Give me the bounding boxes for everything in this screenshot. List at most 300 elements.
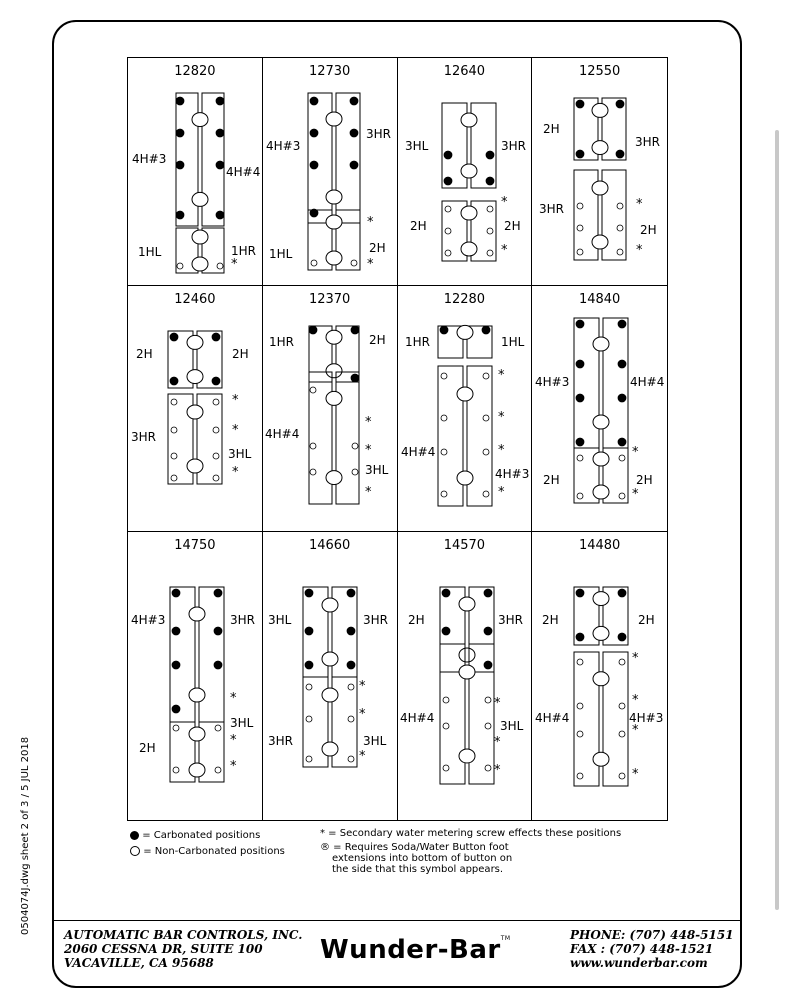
legend-r-3: the side that this symbol appears. <box>332 864 504 875</box>
hinge-knuckle <box>192 192 208 206</box>
noncarbonated-position-dot <box>441 373 447 379</box>
hinge-drawing <box>532 532 666 822</box>
position-label: 1HL <box>268 247 293 261</box>
hinge-knuckle <box>192 113 208 127</box>
noncarbonated-position-dot <box>483 449 489 455</box>
legend-star: * = Secondary water metering screw effects these positions <box>320 828 622 839</box>
position-label: 3HR <box>362 613 388 627</box>
carbonated-position-dot <box>310 161 318 169</box>
hinge-knuckle <box>326 112 342 126</box>
carbonated-position-dot <box>172 627 180 635</box>
legend-noncarbonated: = Non-Carbonated positions <box>130 844 285 860</box>
secondary-screw-mark: * <box>632 651 639 666</box>
hinge-plate <box>308 93 332 223</box>
position-label: 3HR <box>497 613 523 627</box>
carbonated-position-dot <box>176 97 184 105</box>
position-label: 4H#3 <box>265 139 301 153</box>
position-label: 3HR <box>131 430 156 444</box>
carbonated-position-dot <box>618 394 626 402</box>
secondary-screw-mark: * <box>497 485 504 500</box>
company-web: www.wunderbar.com <box>570 956 708 970</box>
secondary-screw-mark: * <box>230 691 237 706</box>
noncarbonated-position-dot <box>306 716 312 722</box>
position-label: 3HR <box>500 139 526 153</box>
hinge-cell-12370 <box>263 286 398 532</box>
noncarbonated-position-dot <box>487 228 493 234</box>
position-label: 4H#4 <box>264 427 300 441</box>
carbonated-position-dot <box>486 151 494 159</box>
carbonated-position-dot <box>310 97 318 105</box>
carbonated-position-dot <box>214 627 222 635</box>
position-label: 3HR <box>635 135 661 149</box>
carbonated-position-dot <box>176 211 184 219</box>
secondary-screw-mark: * <box>358 679 366 694</box>
noncarbonated-position-dot <box>351 260 357 266</box>
hinge-knuckle <box>593 752 609 766</box>
part-number: 12550 <box>578 64 621 79</box>
noncarbonated-position-dot <box>443 723 449 729</box>
secondary-screw-mark: * <box>636 197 643 212</box>
noncarbonated-position-dot <box>445 250 451 256</box>
secondary-screw-mark: * <box>497 443 504 458</box>
secondary-screw-mark: * <box>632 723 639 738</box>
secondary-screw-mark: * <box>632 487 639 502</box>
carbonated-position-dot <box>576 438 584 446</box>
hinge-knuckle <box>187 370 203 384</box>
position-label: 4H#3 <box>131 613 166 627</box>
carbonated-position-dot <box>482 326 490 334</box>
noncarbonated-position-dot <box>577 455 583 461</box>
carbonated-position-dot <box>212 377 220 385</box>
position-label: 3HR <box>267 734 293 748</box>
noncarbonated-position-dot <box>173 725 179 731</box>
carbonated-position-dot <box>576 150 584 158</box>
carbonated-position-dot <box>486 177 494 185</box>
carbonated-position-dot <box>484 589 492 597</box>
part-number: 12280 <box>443 292 486 307</box>
carbonated-position-dot <box>618 589 626 597</box>
noncarbonated-position-dot <box>306 756 312 762</box>
noncarbonated-position-dot <box>441 491 447 497</box>
legend-r-2: extensions into bottom of button on <box>332 853 513 864</box>
secondary-screw-mark: * <box>232 393 239 408</box>
position-label: 4H#4 <box>226 165 261 179</box>
carbonated-position-dot <box>305 661 313 669</box>
hinge-knuckle <box>192 230 208 244</box>
noncarbonated-position-dot <box>619 659 625 665</box>
part-number: 12640 <box>443 64 486 79</box>
position-label: 3HR <box>230 613 255 627</box>
noncarbonated-position-dot <box>348 756 354 762</box>
hinge-plate <box>574 652 599 786</box>
legend-r-1: ® = Requires Soda/Water Button foot <box>320 842 509 853</box>
open-dot-icon <box>130 846 140 856</box>
noncarbonated-position-dot <box>348 684 354 690</box>
legend-carbonated: = Carbonated positions <box>130 828 285 844</box>
noncarbonated-position-dot <box>483 415 489 421</box>
carbonated-position-dot <box>576 360 584 368</box>
hinge-knuckle <box>457 471 473 485</box>
company-name: AUTOMATIC BAR CONTROLS, INC. <box>64 928 303 942</box>
secondary-screw-mark: * <box>500 195 507 210</box>
carbonated-position-dot <box>576 320 584 328</box>
hinge-knuckle <box>592 181 608 195</box>
noncarbonated-position-dot <box>485 765 491 771</box>
company-address <box>64 928 302 970</box>
hinge-plate <box>202 93 224 226</box>
carbonated-position-dot <box>351 326 359 334</box>
secondary-screw-mark: * <box>231 257 238 272</box>
hinge-knuckle <box>326 251 342 265</box>
position-label: 1HL <box>138 245 162 259</box>
hinge-knuckle <box>592 235 608 249</box>
position-label: 1HR <box>404 335 430 349</box>
hinge-cell-12460 <box>128 286 263 532</box>
hinge-cell-12820 <box>128 58 263 286</box>
position-label: 2H <box>638 613 655 627</box>
legend-left <box>130 828 285 860</box>
hinge-knuckle <box>189 607 205 621</box>
scrollbar[interactable] <box>775 130 779 910</box>
noncarbonated-position-dot <box>171 453 177 459</box>
hinge-knuckle <box>593 337 609 351</box>
noncarbonated-position-dot <box>306 684 312 690</box>
hinge-knuckle <box>326 364 342 378</box>
hinge-cell-14570 <box>398 532 533 820</box>
position-label: 2H <box>543 122 560 136</box>
carbonated-position-dot <box>576 589 584 597</box>
filled-dot-icon <box>130 831 139 840</box>
hinge-drawing <box>263 532 397 822</box>
hinge-cell-12640 <box>398 58 533 286</box>
noncarbonated-position-dot <box>617 249 623 255</box>
position-label: 2H <box>503 219 521 233</box>
noncarbonated-position-dot <box>310 387 316 393</box>
position-label: 2H <box>368 241 386 255</box>
part-number: 14660 <box>308 538 351 553</box>
noncarbonated-position-dot <box>617 225 623 231</box>
carbonated-position-dot <box>170 377 178 385</box>
noncarbonated-position-dot <box>443 697 449 703</box>
part-number: 14840 <box>578 292 621 307</box>
hinge-knuckle <box>593 592 609 606</box>
hinge-drawing <box>398 532 532 822</box>
hinge-plate <box>438 366 463 506</box>
position-label: 2H <box>640 223 657 237</box>
carbonated-position-dot <box>176 129 184 137</box>
position-label: 1HR <box>268 335 294 349</box>
position-label: 4H#4 <box>535 711 570 725</box>
hinge-knuckle <box>189 763 205 777</box>
hinge-plate <box>603 318 628 448</box>
noncarbonated-position-dot <box>311 260 317 266</box>
part-number: 12370 <box>308 292 351 307</box>
noncarbonated-position-dot <box>217 263 223 269</box>
noncarbonated-position-dot <box>577 225 583 231</box>
secondary-screw-mark: * <box>232 465 239 480</box>
carbonated-position-dot <box>444 177 452 185</box>
carbonated-position-dot <box>176 161 184 169</box>
secondary-screw-mark: * <box>500 243 507 258</box>
noncarbonated-position-dot <box>619 493 625 499</box>
secondary-screw-mark: * <box>364 443 372 458</box>
hinge-knuckle <box>459 648 475 662</box>
hinge-plate <box>440 644 465 784</box>
noncarbonated-position-dot <box>310 469 316 475</box>
position-label: 2H <box>232 347 249 361</box>
part-number: 12730 <box>308 64 351 79</box>
secondary-screw-mark: * <box>632 445 639 460</box>
carbonated-position-dot <box>216 97 224 105</box>
hinge-knuckle <box>189 688 205 702</box>
noncarbonated-position-dot <box>352 469 358 475</box>
noncarbonated-position-dot <box>215 767 221 773</box>
hinge-knuckle <box>187 459 203 473</box>
noncarbonated-position-dot <box>487 206 493 212</box>
noncarbonated-position-dot <box>619 731 625 737</box>
noncarbonated-position-dot <box>577 249 583 255</box>
noncarbonated-position-dot <box>177 263 183 269</box>
secondary-screw-mark: * <box>358 749 366 764</box>
carbonated-position-dot <box>618 633 626 641</box>
noncarbonated-position-dot <box>487 250 493 256</box>
carbonated-position-dot <box>347 661 355 669</box>
carbonated-position-dot <box>214 589 222 597</box>
hinge-plate <box>336 372 359 504</box>
secondary-screw-mark: * <box>364 415 372 430</box>
carbonated-position-dot <box>444 151 452 159</box>
hinge-knuckle <box>326 330 342 344</box>
company-street: 2060 CESSNA DR, SUITE 100 <box>64 942 263 956</box>
noncarbonated-position-dot <box>445 206 451 212</box>
hinge-knuckle <box>459 597 475 611</box>
secondary-screw-mark: * <box>364 485 372 500</box>
noncarbonated-position-dot <box>577 203 583 209</box>
carbonated-position-dot <box>484 661 492 669</box>
noncarbonated-position-dot <box>213 427 219 433</box>
hinge-knuckle <box>461 113 477 127</box>
position-label: 4H#4 <box>399 711 434 725</box>
noncarbonated-position-dot <box>213 453 219 459</box>
hinge-knuckle <box>593 452 609 466</box>
hinge-knuckle <box>461 242 477 256</box>
carbonated-position-dot <box>216 161 224 169</box>
position-label: 4H#3 <box>629 711 664 725</box>
hinge-knuckle <box>459 665 475 679</box>
hinge-knuckle <box>593 626 609 640</box>
secondary-screw-mark: * <box>497 368 504 383</box>
noncarbonated-position-dot <box>577 493 583 499</box>
hinge-knuckle <box>326 471 342 485</box>
position-label: 3HL <box>364 463 389 477</box>
noncarbonated-position-dot <box>617 203 623 209</box>
noncarbonated-position-dot <box>483 491 489 497</box>
carbonated-position-dot <box>442 589 450 597</box>
noncarbonated-position-dot <box>485 723 491 729</box>
carbonated-position-dot <box>616 150 624 158</box>
carbonated-position-dot <box>616 100 624 108</box>
noncarbonated-position-dot <box>619 455 625 461</box>
position-label: 3HL <box>228 447 252 461</box>
hinge-cell-12730 <box>263 58 398 286</box>
footer-divider <box>52 920 742 921</box>
hinge-plate <box>176 93 198 226</box>
secondary-screw-mark: * <box>230 759 237 774</box>
hinge-plate <box>170 587 195 722</box>
secondary-screw-mark: * <box>632 693 639 708</box>
carbonated-position-dot <box>618 438 626 446</box>
secondary-screw-mark: * <box>230 733 237 748</box>
noncarbonated-position-dot <box>441 449 447 455</box>
noncarbonated-position-dot <box>441 415 447 421</box>
carbonated-position-dot <box>576 100 584 108</box>
carbonated-position-dot <box>576 633 584 641</box>
carbonated-position-dot <box>442 627 450 635</box>
position-label: 4H#4 <box>400 445 435 459</box>
part-number: 12460 <box>174 292 216 307</box>
hinge-knuckle <box>459 749 475 763</box>
hinge-plate <box>574 318 599 448</box>
carbonated-position-dot <box>350 161 358 169</box>
part-number: 14570 <box>443 538 486 553</box>
carbonated-position-dot <box>350 129 358 137</box>
noncarbonated-position-dot <box>577 731 583 737</box>
carbonated-position-dot <box>576 394 584 402</box>
hinge-knuckle <box>322 742 338 756</box>
carbonated-position-dot <box>216 129 224 137</box>
hinge-knuckle <box>592 141 608 155</box>
hinge-knuckle <box>192 257 208 271</box>
company-contact <box>570 928 734 970</box>
noncarbonated-position-dot <box>352 443 358 449</box>
drawing-id: 0504074J.dwg sheet 2 of 3 / 5 JUL 2018 <box>20 736 31 935</box>
secondary-screw-mark: * <box>493 763 500 778</box>
hinge-plate <box>336 93 360 223</box>
carbonated-position-dot <box>172 705 180 713</box>
hinge-knuckle <box>322 598 338 612</box>
company-phone: PHONE: (707) 448-5151 <box>570 928 734 942</box>
part-number: 12820 <box>174 64 216 79</box>
noncarbonated-position-dot <box>445 228 451 234</box>
part-number: 14480 <box>578 538 621 553</box>
noncarbonated-position-dot <box>215 725 221 731</box>
noncarbonated-position-dot <box>577 703 583 709</box>
position-label: 4H#3 <box>494 467 529 481</box>
carbonated-position-dot <box>484 627 492 635</box>
position-label: 2H <box>543 473 560 487</box>
secondary-screw-mark: * <box>366 215 374 230</box>
secondary-screw-mark: * <box>493 735 500 750</box>
noncarbonated-position-dot <box>619 703 625 709</box>
carbonated-position-dot <box>212 333 220 341</box>
hinge-knuckle <box>457 387 473 401</box>
hinge-cell-14750 <box>128 532 263 820</box>
carbonated-position-dot <box>347 589 355 597</box>
noncarbonated-position-dot <box>173 767 179 773</box>
hinge-drawing <box>128 532 262 822</box>
hinge-knuckle <box>461 164 477 178</box>
carbonated-position-dot <box>309 326 317 334</box>
wunderbar-logo: Wunder-Bar™ <box>320 935 511 965</box>
carbonated-position-dot <box>347 627 355 635</box>
hinge-cell-12280 <box>398 286 533 532</box>
position-label: 3HL <box>499 719 523 733</box>
hinge-cell-14480 <box>532 532 667 820</box>
carbonated-position-dot <box>440 326 448 334</box>
position-label: 3HL <box>362 734 387 748</box>
hinge-knuckle <box>461 206 477 220</box>
noncarbonated-position-dot <box>310 443 316 449</box>
hinge-knuckle <box>326 391 342 405</box>
hinge-knuckle <box>593 485 609 499</box>
noncarbonated-position-dot <box>171 475 177 481</box>
position-label: 3HR <box>539 202 565 216</box>
company-city: VACAVILLE, CA 95688 <box>64 956 214 970</box>
part-number: 14750 <box>174 538 216 553</box>
hinge-knuckle <box>593 672 609 686</box>
position-label: 4H#3 <box>535 375 570 389</box>
hinge-cell-12550 <box>532 58 667 286</box>
position-label: 2H <box>139 741 156 755</box>
hinge-knuckle <box>592 103 608 117</box>
position-label: 2H <box>409 219 427 233</box>
position-label: 3HL <box>404 139 428 153</box>
position-label: 3HR <box>365 127 391 141</box>
secondary-screw-mark: * <box>632 767 639 782</box>
secondary-screw-mark: * <box>358 707 366 722</box>
secondary-screw-mark: * <box>636 243 643 258</box>
noncarbonated-position-dot <box>577 659 583 665</box>
carbonated-position-dot <box>216 211 224 219</box>
noncarbonated-position-dot <box>213 475 219 481</box>
secondary-screw-mark: * <box>493 696 500 711</box>
hinge-knuckle <box>187 335 203 349</box>
carbonated-position-dot <box>618 360 626 368</box>
carbonated-position-dot <box>310 129 318 137</box>
carbonated-position-dot <box>618 320 626 328</box>
carbonated-position-dot <box>170 333 178 341</box>
position-label: 1HR <box>231 244 256 258</box>
position-label: 4H#4 <box>630 375 665 389</box>
noncarbonated-position-dot <box>171 427 177 433</box>
noncarbonated-position-dot <box>443 765 449 771</box>
hinge-knuckle <box>322 652 338 666</box>
position-label: 2H <box>542 613 559 627</box>
hinge-cell-14660 <box>263 532 398 820</box>
position-label: 2H <box>136 347 153 361</box>
noncarbonated-position-dot <box>348 716 354 722</box>
carbonated-position-dot <box>305 589 313 597</box>
position-label: 2H <box>636 473 653 487</box>
hinge-knuckle <box>326 190 342 204</box>
hinge-cell-14840 <box>532 286 667 532</box>
hinge-plate <box>467 366 492 506</box>
position-label: 2H <box>368 333 386 347</box>
position-label: 3HL <box>267 613 292 627</box>
secondary-screw-mark: * <box>366 257 374 272</box>
hinge-knuckle <box>326 215 342 229</box>
secondary-screw-mark: * <box>497 410 504 425</box>
carbonated-position-dot <box>172 589 180 597</box>
noncarbonated-position-dot <box>213 399 219 405</box>
carbonated-position-dot <box>305 627 313 635</box>
hinge-knuckle <box>187 405 203 419</box>
position-label: 1HL <box>500 335 524 349</box>
hinge-plate <box>199 587 224 722</box>
noncarbonated-position-dot <box>483 373 489 379</box>
position-label: 4H#3 <box>132 152 167 166</box>
carbonated-position-dot <box>350 97 358 105</box>
